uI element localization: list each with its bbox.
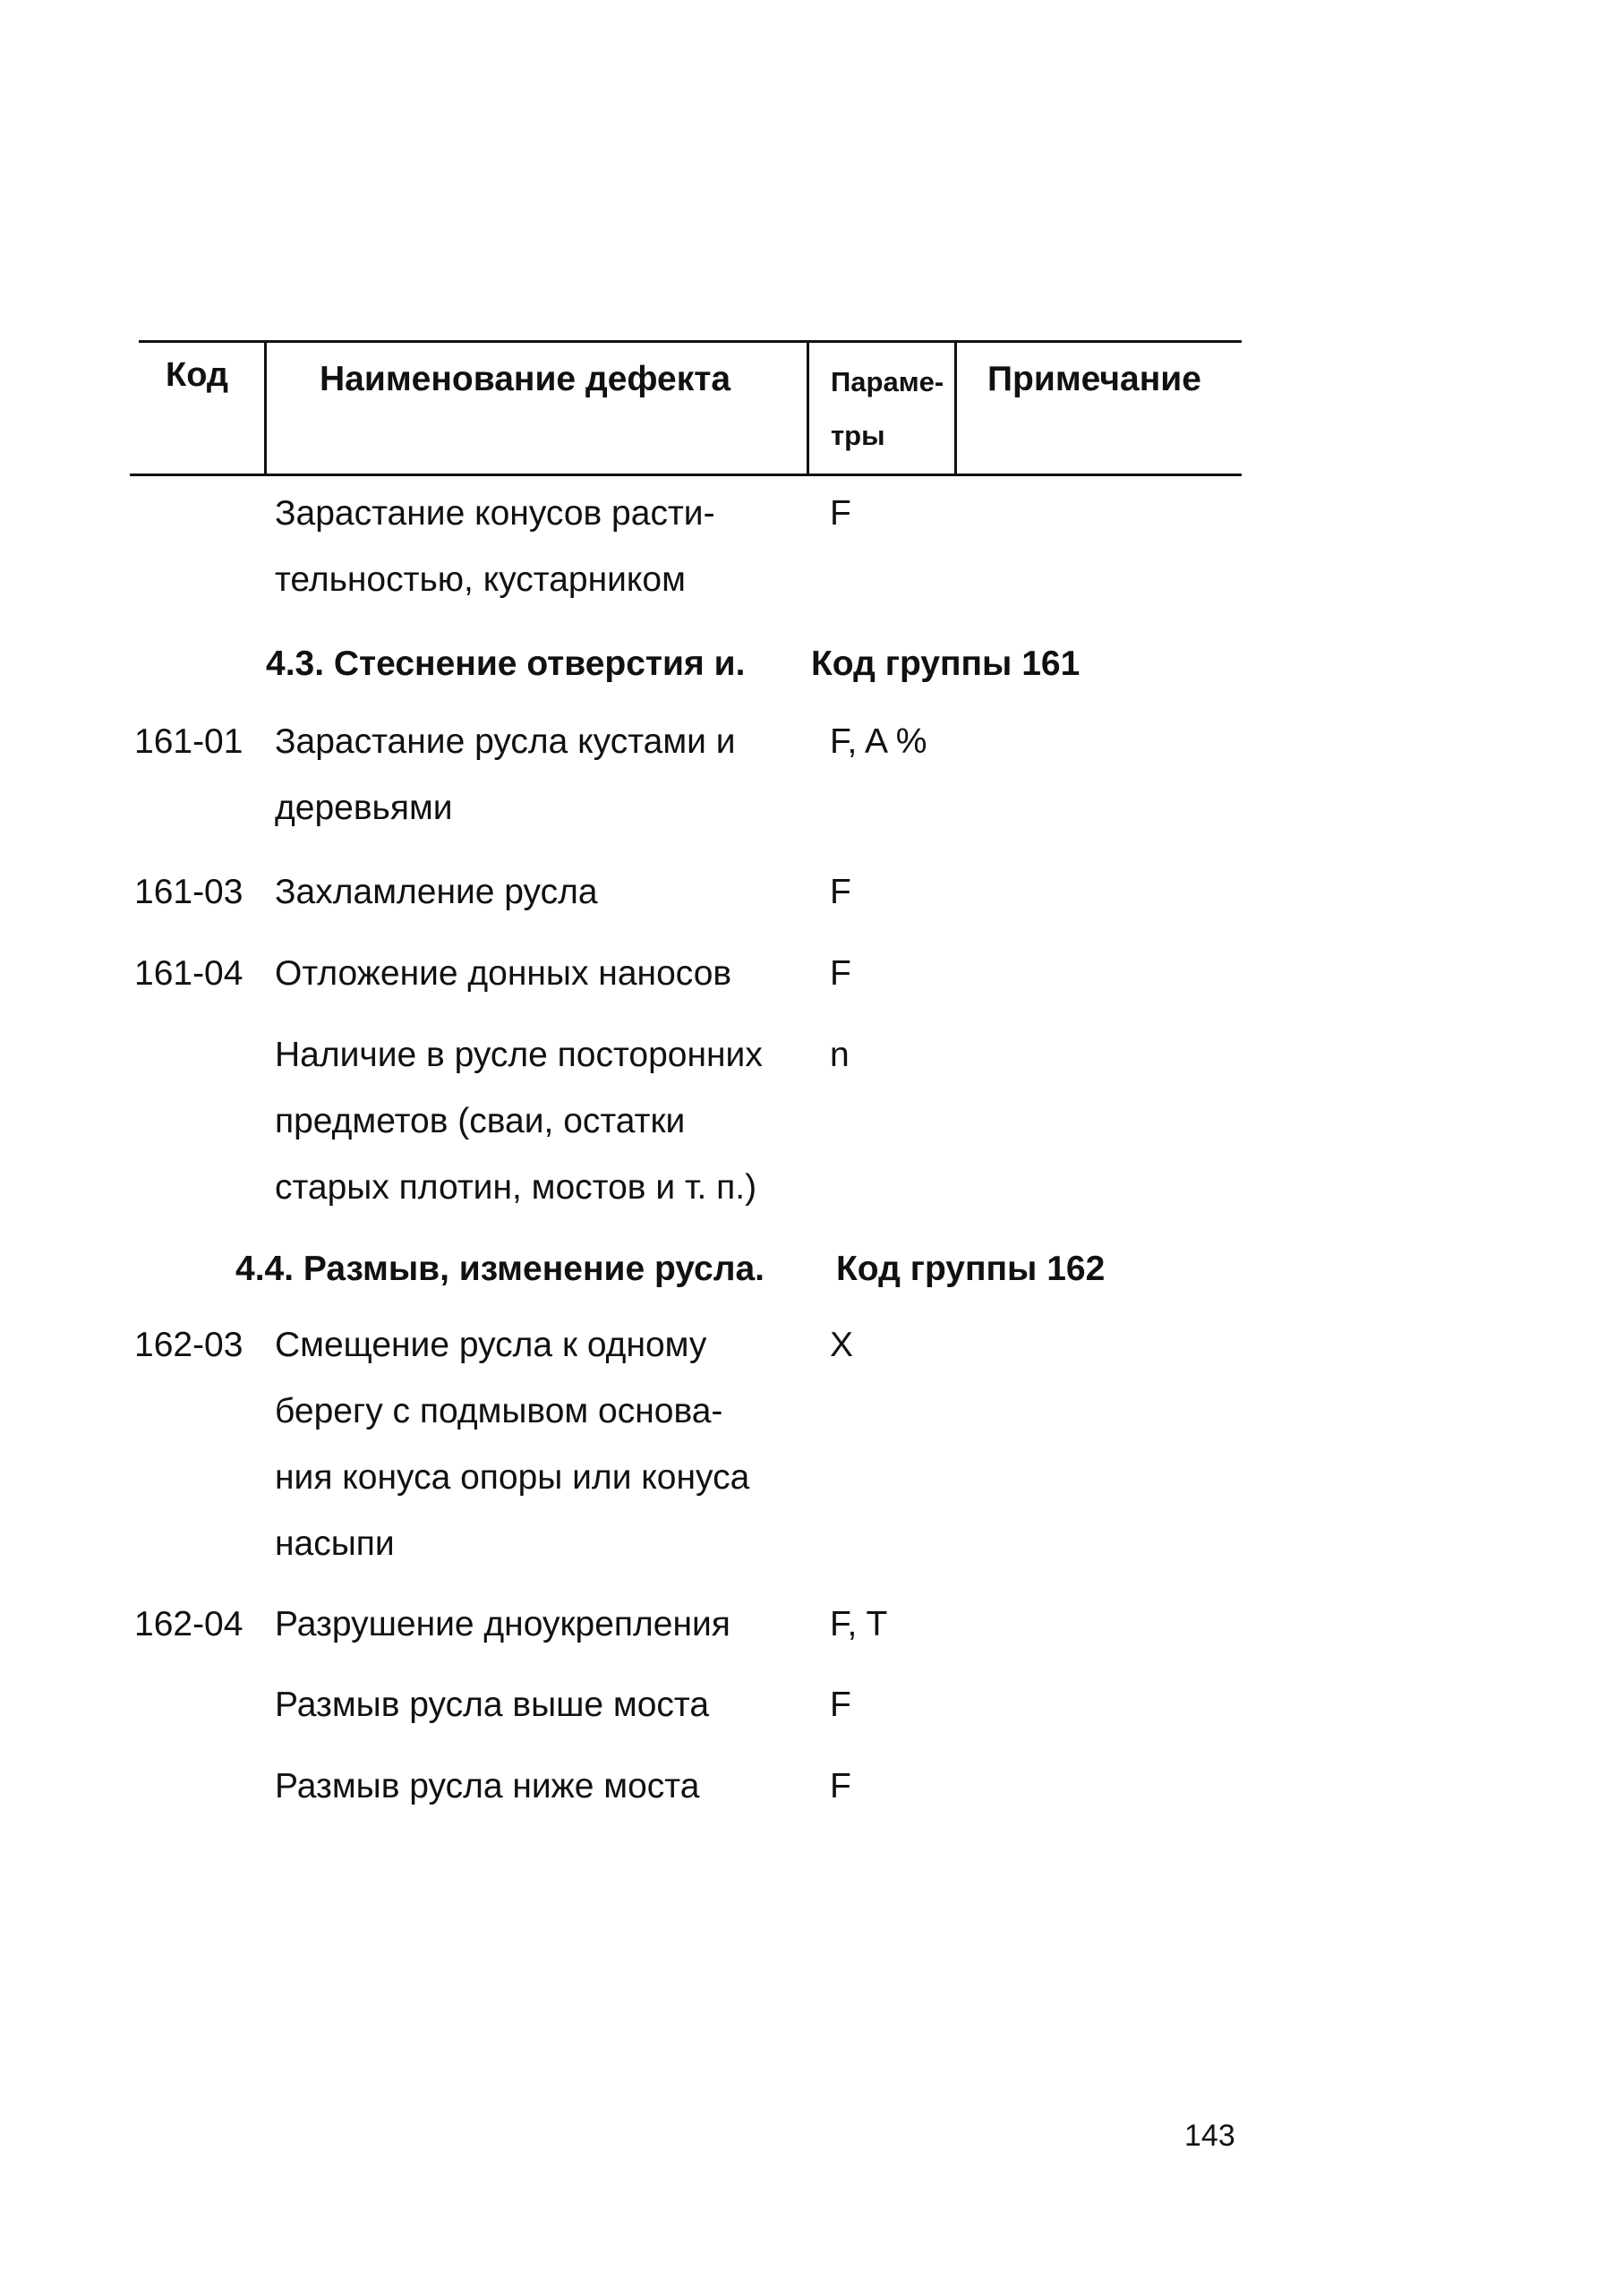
row-code: 161-01 [134, 722, 243, 761]
row-name-line: Разрушение дноукрепления [275, 1605, 730, 1643]
row-param: F, A % [830, 722, 927, 761]
header-divider-2 [807, 340, 809, 476]
row-code: 161-04 [134, 954, 243, 993]
table-header [130, 340, 1242, 476]
row-param: X [830, 1326, 854, 1364]
table-row-name [275, 1022, 812, 1221]
row-name-line: Размыв русла выше моста [275, 1686, 710, 1724]
row-name-line: Зарастание конусов расти- [275, 494, 715, 533]
row-name-line: деревьями [275, 789, 453, 827]
row-param: F [830, 954, 851, 993]
row-param: F [830, 1767, 851, 1805]
table-row-name [275, 859, 812, 926]
row-name-line: Размыв русла ниже моста [275, 1767, 700, 1805]
row-code: 162-03 [134, 1326, 243, 1364]
row-param: n [830, 1036, 850, 1074]
row-name-line: тельностью, кустарником [275, 560, 686, 599]
row-param: F [830, 1686, 851, 1724]
row-name-line: Захламление русла [275, 873, 598, 911]
table-row-name [275, 481, 812, 613]
header-bottom-rule [130, 474, 1242, 476]
row-param: F [830, 873, 851, 911]
row-code: 162-04 [134, 1605, 243, 1643]
header-params-line2: тры [831, 420, 885, 451]
table-row-name [275, 1312, 812, 1577]
header-divider-1 [264, 340, 267, 476]
row-name-line: старых плотин, мостов и т. п.) [275, 1168, 757, 1207]
table-row-name [275, 1672, 812, 1738]
header-params-line1: Параме- [831, 366, 944, 397]
group-heading-title: 4.4. Размыв, изменение русла. [235, 1250, 765, 1288]
row-name-line: ния конуса опоры или конуса [275, 1458, 750, 1497]
table-row-name [275, 1592, 812, 1658]
header-note: Примечание [987, 360, 1201, 398]
table-row-name [275, 1754, 812, 1820]
group-heading-code: Код группы 162 [836, 1250, 1106, 1288]
row-code: 161-03 [134, 873, 243, 911]
row-name-line: насыпи [275, 1524, 395, 1563]
header-params [831, 351, 983, 467]
header-defect-name: Наименование дефекта [320, 360, 731, 398]
table-row-name [275, 709, 812, 841]
header-top-rule [139, 340, 1242, 343]
row-param: F [830, 494, 851, 533]
row-name-line: Смещение русла к одному [275, 1326, 707, 1364]
group-heading-title: 4.3. Стеснение отверстия и. [266, 644, 746, 683]
page-number: 143 [1184, 2119, 1235, 2153]
row-name-line: предметов (сваи, остатки [275, 1102, 686, 1140]
row-name-line: Наличие в русле посторонних [275, 1036, 763, 1074]
row-name-line: Зарастание русла кустами и [275, 722, 736, 761]
row-name-line: Отложение донных наносов [275, 954, 732, 993]
row-name-line: берегу с подмывом основа- [275, 1392, 723, 1430]
header-code: Код [166, 356, 229, 394]
table-row-name [275, 941, 812, 1007]
group-heading-code: Код группы 161 [811, 644, 1081, 683]
row-param: F, T [830, 1605, 888, 1643]
